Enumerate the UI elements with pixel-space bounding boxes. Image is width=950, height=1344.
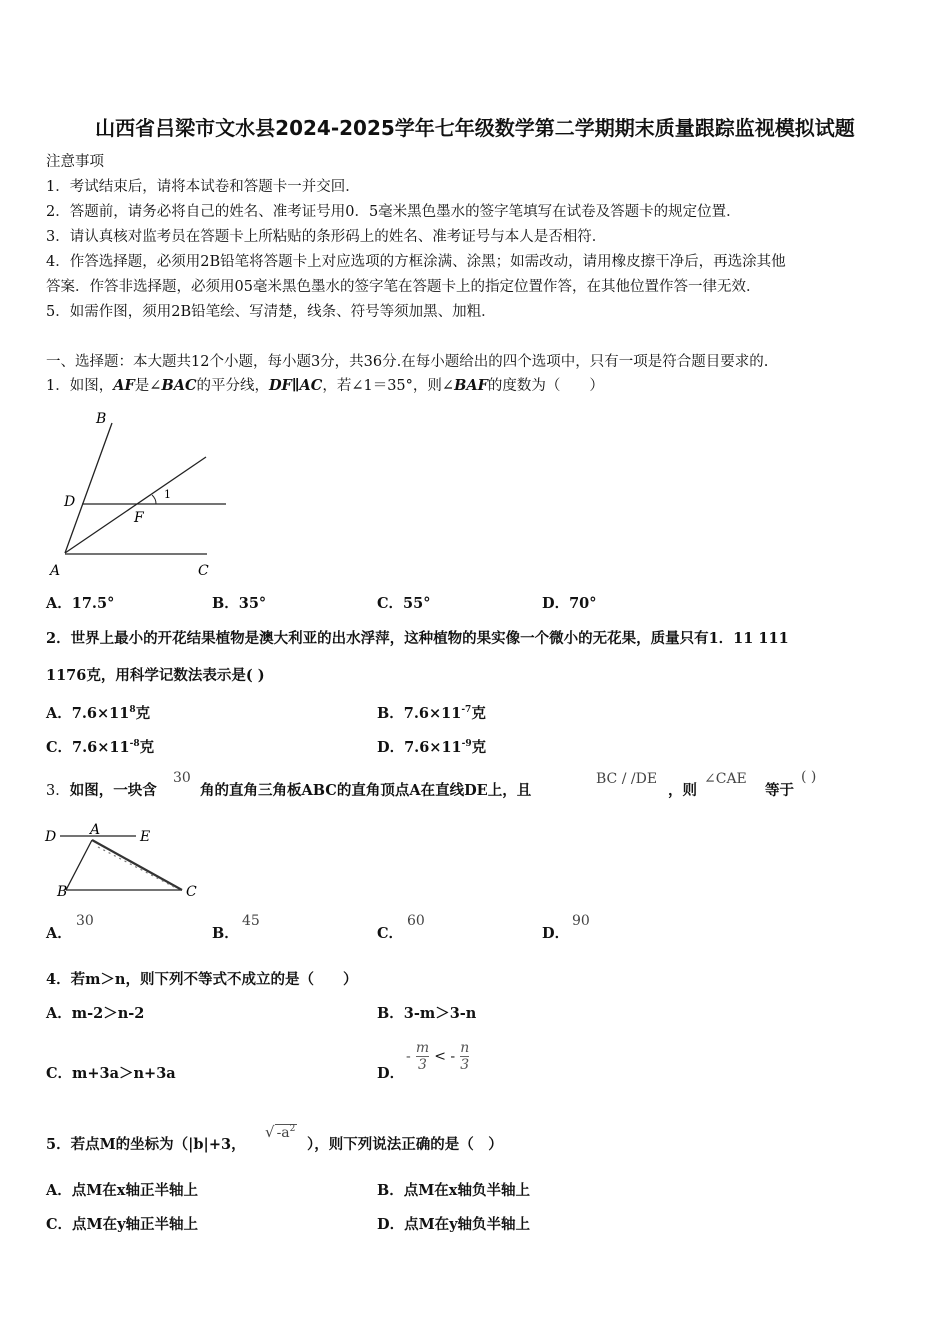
label-e: E — [140, 829, 151, 845]
q1-figure — [40, 405, 240, 585]
denominator: 3 — [416, 1056, 429, 1073]
q1-option-c[interactable]: C．55° — [377, 595, 431, 612]
question-4-stem: 4．若m＞n，则下列不等式不成立的是（ ） — [46, 971, 358, 988]
q3-option-b[interactable]: B． — [212, 925, 239, 942]
notice-item: 5．如需作图，须用2B铅笔绘、写清楚，线条、符号等须加黑、加粗． — [46, 304, 496, 320]
q3-option-b-value: 45 — [242, 913, 260, 929]
q3-option-c[interactable]: C． — [377, 925, 404, 942]
ruler-ticks — [98, 847, 176, 888]
section-heading: 一、选择题：本大题共12个小题，每小题3分，共36分.在每小题给出的四个选项中，只有一项是符合题目要求的. — [46, 354, 769, 370]
q3-text: 等于 — [765, 782, 794, 799]
opt-exp: -8 — [129, 739, 140, 749]
label-f: F — [134, 510, 144, 526]
notice-item: 3．请认真核对监考员在答题卡上所粘贴的条形码上的姓名、准考证号与本人是否相符． — [46, 229, 607, 245]
q4-option-a[interactable]: A．m-2＞n-2 — [46, 1005, 145, 1022]
q2-option-a[interactable] — [46, 701, 150, 723]
q5-sqrt: √ $-a^2$ — [265, 1123, 296, 1141]
q1-text: ，若∠1＝35°，则∠ — [322, 378, 455, 394]
q4-option-d-label[interactable]: D． — [377, 1065, 405, 1082]
denominator: 3 — [460, 1057, 470, 1073]
q1-option-d[interactable]: D．70° — [542, 595, 597, 612]
q1-option-b[interactable]: B．35° — [212, 595, 267, 612]
label-b: B — [57, 884, 68, 900]
q3-option-a-value: 30 — [76, 913, 94, 929]
q3-paren: ( ) — [801, 769, 817, 785]
sqrt-radicand: -a — [276, 1125, 290, 1141]
question-number: 1． — [46, 378, 70, 394]
question-1-stem — [46, 377, 604, 395]
label-a: A — [50, 563, 61, 579]
q2-option-c[interactable] — [46, 735, 154, 757]
q3-option-d-value: 90 — [572, 913, 590, 929]
q1-text: 的度数为（ ） — [487, 378, 604, 394]
question-5-stem-b: ），则下列说法正确的是（ ） — [307, 1136, 503, 1153]
q1-text: 如图， — [69, 378, 114, 394]
q5-option-c[interactable]: C．点M在y轴正半轴上 — [46, 1216, 199, 1233]
q1-text: 是∠ — [134, 378, 162, 394]
q1-af: AF — [113, 377, 135, 394]
line-af — [65, 457, 206, 553]
less-than: < - — [434, 1048, 456, 1065]
minus: - — [406, 1048, 411, 1065]
q5-option-d[interactable]: D．点M在y轴负半轴上 — [377, 1216, 531, 1233]
notice-item: 2．答题前，请务必将自己的姓名、准考证号用0．5毫米黑色墨水的签字笔填写在试卷及答题卡的规定位置． — [46, 204, 741, 220]
question-2-stem-line2: 1176克，用科学记数法表示是( ) — [46, 667, 265, 684]
opt-exp: 8 — [129, 705, 136, 715]
opt-label: D．7.6×11 — [377, 739, 462, 756]
label-d: D — [45, 829, 57, 845]
label-b: B — [96, 411, 107, 427]
question-number: 3． — [46, 783, 70, 799]
line-ab — [66, 840, 92, 890]
q3-option-a[interactable]: A． — [46, 925, 72, 942]
q3-option-c-value: 60 — [407, 913, 425, 929]
question-3-stem — [46, 782, 157, 800]
opt-exp: -9 — [461, 739, 472, 749]
opt-unit: 克 — [135, 705, 151, 722]
q2-option-b[interactable] — [377, 701, 486, 723]
q5-option-a[interactable]: A．点M在x轴正半轴上 — [46, 1182, 198, 1199]
line-ac — [92, 840, 182, 890]
q4-option-b[interactable]: B．3-m＞3-n — [377, 1005, 477, 1022]
q5-option-b[interactable]: B．点M在x轴负半轴上 — [377, 1182, 530, 1199]
q3-text: ，则 — [668, 782, 697, 799]
label-c: C — [186, 884, 197, 900]
q1-dfac: DF∥AC — [268, 377, 323, 394]
notice-item: 4．作答选择题，必须用2B铅笔将答题卡上对应选项的方框涂满、涂黑；如需改动，请用橡皮擦干净后，再选涂其他 — [46, 254, 786, 270]
q4-option-d-expr — [406, 1040, 469, 1073]
label-a: A — [90, 822, 101, 838]
q4-option-c[interactable]: C．m+3a＞n+3a — [46, 1065, 176, 1082]
q3-text: 如图，一块含 — [69, 782, 157, 799]
fraction-n-3 — [460, 1040, 469, 1073]
numerator: m — [415, 1040, 430, 1056]
q3-option-d[interactable]: D． — [542, 925, 570, 942]
opt-unit: 克 — [471, 739, 487, 756]
label-1: 1 — [164, 488, 171, 501]
label-c: C — [198, 563, 209, 579]
q1-text: 的平分线， — [196, 378, 269, 394]
opt-label: A．7.6×11 — [46, 705, 130, 722]
line-ab — [65, 423, 112, 553]
question-5-stem-a: 5．若点M的坐标为（|b|+3， — [46, 1136, 246, 1153]
sqrt-exp: 2 — [289, 1124, 296, 1134]
numerator: n — [460, 1040, 470, 1056]
q1-option-a[interactable]: A．17.5° — [46, 595, 115, 612]
notice-item: 答案．作答非选择题，必须用05毫米黑色墨水的签字笔在答题卡上的指定位置作答，在其他位置作答一律无效． — [46, 279, 761, 295]
q3-figure — [40, 818, 210, 908]
notice-item: 1．考试结束后，请将本试卷和答题卡一并交回． — [46, 179, 360, 195]
opt-unit: 克 — [471, 705, 486, 722]
q2-option-d[interactable] — [377, 735, 486, 757]
opt-exp: -7 — [461, 705, 472, 715]
label-d: D — [64, 494, 76, 510]
opt-unit: 克 — [139, 739, 155, 756]
q1-baf: BAF — [454, 377, 488, 394]
question-2-stem-line1: 2．世界上最小的开花结果植物是澳大利亚的出水浮萍，这种植物的果实像一个微小的无花果，质量只有1．11 111 — [46, 630, 789, 647]
angle-1-arc — [152, 495, 156, 504]
notice-heading: 注意事项 — [46, 154, 104, 170]
q3-text: 角的直角三角板ABC的直角顶点A在直线DE上，且 — [200, 782, 532, 799]
opt-label: C．7.6×11 — [46, 739, 130, 756]
q1-bac: BAC — [161, 377, 197, 394]
q3-bc-parallel-de: BC / /DE — [596, 771, 658, 787]
page-title: 山西省吕梁市文水县2024-2025学年七年级数学第二学期期末质量跟踪监视模拟试题 — [95, 116, 855, 140]
fraction-m-3 — [416, 1040, 429, 1073]
opt-label: B．7.6×11 — [377, 705, 462, 722]
q3-angle-cae: ∠CAE — [704, 771, 747, 787]
q3-thirty: 30 — [173, 770, 191, 786]
